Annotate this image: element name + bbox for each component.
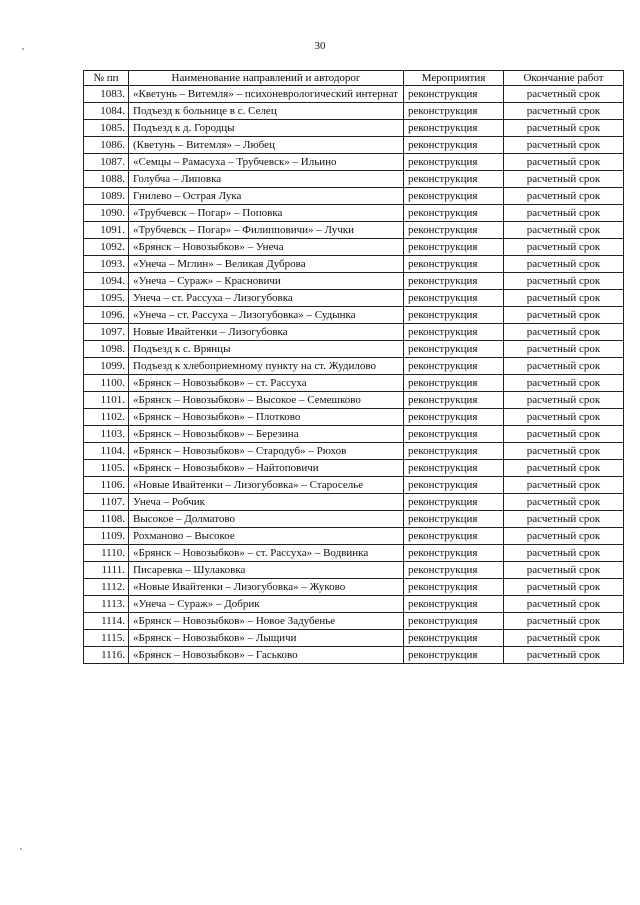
completion-term: расчетный срок — [504, 256, 624, 273]
table-row — [84, 511, 624, 528]
road-name: «Брянск – Новозыбков» – Стародуб» – Рюхов — [129, 443, 404, 460]
row-number: 1083. — [84, 86, 129, 103]
completion-term: расчетный срок — [504, 341, 624, 358]
road-action: реконструкция — [404, 409, 504, 426]
road-name: Голубча – Липовка — [129, 171, 404, 188]
completion-term: расчетный срок — [504, 494, 624, 511]
road-action: реконструкция — [404, 188, 504, 205]
completion-term: расчетный срок — [504, 86, 624, 103]
table-row — [84, 477, 624, 494]
table-row — [84, 460, 624, 477]
header-end: Окончание работ — [504, 71, 624, 86]
road-name: Высокое – Долматово — [129, 511, 404, 528]
header-name: Наименование направлений и автодорог — [129, 71, 404, 86]
road-name: «Новые Ивайтенки – Лизогубовка» – Староселье — [129, 477, 404, 494]
road-action: реконструкция — [404, 460, 504, 477]
road-action: реконструкция — [404, 647, 504, 664]
completion-term: расчетный срок — [504, 324, 624, 341]
road-name: (Кветунь – Витемля» – Любец — [129, 137, 404, 154]
road-action: реконструкция — [404, 86, 504, 103]
table-row — [84, 545, 624, 562]
row-number: 1099. — [84, 358, 129, 375]
row-number: 1109. — [84, 528, 129, 545]
road-action: реконструкция — [404, 256, 504, 273]
row-number: 1084. — [84, 103, 129, 120]
road-action: реконструкция — [404, 273, 504, 290]
road-name: «Брянск – Новозыбков» – ст. Рассуха» – Водвинка — [129, 545, 404, 562]
completion-term: расчетный срок — [504, 205, 624, 222]
table-row — [84, 358, 624, 375]
row-number: 1098. — [84, 341, 129, 358]
row-number: 1102. — [84, 409, 129, 426]
road-name: «Кветунь – Витемля» – психоневрологический интернат — [129, 86, 404, 103]
row-number: 1104. — [84, 443, 129, 460]
table-row — [84, 120, 624, 137]
road-name: «Брянск – Новозыбков» – Высокое – Семешково — [129, 392, 404, 409]
completion-term: расчетный срок — [504, 477, 624, 494]
road-name: «Брянск – Новозыбков» – Гаськово — [129, 647, 404, 664]
table-row — [84, 579, 624, 596]
road-name: Подъезд к д. Городцы — [129, 120, 404, 137]
completion-term: расчетный срок — [504, 290, 624, 307]
road-name: Подъезд к хлебоприемному пункту на ст. Жудилово — [129, 358, 404, 375]
road-action: реконструкция — [404, 154, 504, 171]
table-row — [84, 103, 624, 120]
road-name: Подъезд к больнице в с. Селец — [129, 103, 404, 120]
row-number: 1101. — [84, 392, 129, 409]
row-number: 1100. — [84, 375, 129, 392]
table-row — [84, 562, 624, 579]
row-number: 1087. — [84, 154, 129, 171]
completion-term: расчетный срок — [504, 222, 624, 239]
table-row — [84, 290, 624, 307]
table-row — [84, 630, 624, 647]
row-number: 1091. — [84, 222, 129, 239]
road-action: реконструкция — [404, 358, 504, 375]
table-row — [84, 239, 624, 256]
completion-term: расчетный срок — [504, 137, 624, 154]
table-row — [84, 307, 624, 324]
road-name: Рохманово – Высокое — [129, 528, 404, 545]
road-name: «Брянск – Новозыбков» – Найтоповичи — [129, 460, 404, 477]
row-number: 1113. — [84, 596, 129, 613]
row-number: 1093. — [84, 256, 129, 273]
row-number: 1094. — [84, 273, 129, 290]
row-number: 1096. — [84, 307, 129, 324]
completion-term: расчетный срок — [504, 562, 624, 579]
row-number: 1088. — [84, 171, 129, 188]
completion-term: расчетный срок — [504, 460, 624, 477]
road-action: реконструкция — [404, 375, 504, 392]
completion-term: расчетный срок — [504, 120, 624, 137]
row-number: 1090. — [84, 205, 129, 222]
table-row — [84, 528, 624, 545]
table-row — [84, 494, 624, 511]
road-name: «Брянск – Новозыбков» – ст. Рассуха — [129, 375, 404, 392]
road-name: «Унеча – Сураж» – Добрик — [129, 596, 404, 613]
road-action: реконструкция — [404, 562, 504, 579]
table-row — [84, 647, 624, 664]
road-name: «Унеча – ст. Рассуха – Лизогубовка» – Судынка — [129, 307, 404, 324]
header-number: № пп — [84, 71, 129, 86]
table-row — [84, 324, 624, 341]
road-action: реконструкция — [404, 341, 504, 358]
table-row — [84, 341, 624, 358]
road-name: Подъезд к с. Врянцы — [129, 341, 404, 358]
road-name: «Брянск – Новозыбков» – Унеча — [129, 239, 404, 256]
row-number: 1108. — [84, 511, 129, 528]
road-name: Унеча – Робчик — [129, 494, 404, 511]
road-action: реконструкция — [404, 613, 504, 630]
road-action: реконструкция — [404, 120, 504, 137]
table-row — [84, 409, 624, 426]
road-action: реконструкция — [404, 545, 504, 562]
table-row — [84, 137, 624, 154]
road-name: «Трубчевск – Погар» – Поповка — [129, 205, 404, 222]
road-action: реконструкция — [404, 511, 504, 528]
table-row — [84, 86, 624, 103]
road-name: «Унеча – Сураж» – Красновичи — [129, 273, 404, 290]
completion-term: расчетный срок — [504, 239, 624, 256]
road-action: реконструкция — [404, 103, 504, 120]
table-row — [84, 188, 624, 205]
road-action: реконструкция — [404, 137, 504, 154]
row-number: 1116. — [84, 647, 129, 664]
completion-term: расчетный срок — [504, 426, 624, 443]
road-name: «Брянск – Новозыбков» – Плотково — [129, 409, 404, 426]
completion-term: расчетный срок — [504, 188, 624, 205]
road-name: Гнилево – Острая Лука — [129, 188, 404, 205]
row-number: 1092. — [84, 239, 129, 256]
row-number: 1095. — [84, 290, 129, 307]
table-row — [84, 205, 624, 222]
road-action: реконструкция — [404, 579, 504, 596]
table-row — [84, 256, 624, 273]
roads-table — [83, 70, 624, 664]
road-name: Писаревка – Шулаковка — [129, 562, 404, 579]
road-name: «Брянск – Новозыбков» – Березина — [129, 426, 404, 443]
road-action: реконструкция — [404, 443, 504, 460]
road-action: реконструкция — [404, 596, 504, 613]
row-number: 1106. — [84, 477, 129, 494]
road-action: реконструкция — [404, 324, 504, 341]
road-action: реконструкция — [404, 307, 504, 324]
table-row — [84, 154, 624, 171]
row-number: 1097. — [84, 324, 129, 341]
completion-term: расчетный срок — [504, 171, 624, 188]
completion-term: расчетный срок — [504, 579, 624, 596]
row-number: 1089. — [84, 188, 129, 205]
row-number: 1107. — [84, 494, 129, 511]
road-name: Унеча – ст. Рассуха – Лизогубовка — [129, 290, 404, 307]
completion-term: расчетный срок — [504, 545, 624, 562]
table-row — [84, 426, 624, 443]
completion-term: расчетный срок — [504, 358, 624, 375]
road-action: реконструкция — [404, 426, 504, 443]
road-action: реконструкция — [404, 528, 504, 545]
row-number: 1103. — [84, 426, 129, 443]
completion-term: расчетный срок — [504, 647, 624, 664]
completion-term: расчетный срок — [504, 528, 624, 545]
row-number: 1112. — [84, 579, 129, 596]
row-number: 1115. — [84, 630, 129, 647]
road-name: «Брянск – Новозыбков» – Новое Задубенье — [129, 613, 404, 630]
table-header-row — [84, 71, 624, 86]
completion-term: расчетный срок — [504, 273, 624, 290]
row-number: 1105. — [84, 460, 129, 477]
scan-speck — [20, 848, 22, 850]
table-row — [84, 375, 624, 392]
page-number: 30 — [314, 40, 326, 52]
completion-term: расчетный срок — [504, 409, 624, 426]
road-action: реконструкция — [404, 205, 504, 222]
completion-term: расчетный срок — [504, 375, 624, 392]
row-number: 1111. — [84, 562, 129, 579]
row-number: 1085. — [84, 120, 129, 137]
row-number: 1086. — [84, 137, 129, 154]
road-action: реконструкция — [404, 477, 504, 494]
table-row — [84, 443, 624, 460]
scan-speck — [22, 48, 24, 50]
row-number: 1110. — [84, 545, 129, 562]
road-action: реконструкция — [404, 171, 504, 188]
completion-term: расчетный срок — [504, 103, 624, 120]
road-name: «Трубчевск – Погар» – Филипповичи» – Лучки — [129, 222, 404, 239]
table-row — [84, 613, 624, 630]
header-action: Мероприятия — [404, 71, 504, 86]
completion-term: расчетный срок — [504, 613, 624, 630]
table-row — [84, 392, 624, 409]
completion-term: расчетный срок — [504, 630, 624, 647]
table-row — [84, 596, 624, 613]
row-number: 1114. — [84, 613, 129, 630]
road-name: Новые Ивайтенки – Лизогубовка — [129, 324, 404, 341]
road-name: «Новые Ивайтенки – Лизогубовка» – Жуково — [129, 579, 404, 596]
road-name: «Семцы – Рамасуха – Трубчевск» – Ильино — [129, 154, 404, 171]
table-row — [84, 171, 624, 188]
completion-term: расчетный срок — [504, 307, 624, 324]
completion-term: расчетный срок — [504, 443, 624, 460]
completion-term: расчетный срок — [504, 392, 624, 409]
road-action: реконструкция — [404, 239, 504, 256]
road-action: реконструкция — [404, 222, 504, 239]
table-row — [84, 222, 624, 239]
road-action: реконструкция — [404, 290, 504, 307]
road-name: «Унеча – Мглин» – Великая Дуброва — [129, 256, 404, 273]
road-action: реконструкция — [404, 630, 504, 647]
completion-term: расчетный срок — [504, 154, 624, 171]
road-name: «Брянск – Новозыбков» – Лыщичи — [129, 630, 404, 647]
road-action: реконструкция — [404, 392, 504, 409]
table-row — [84, 273, 624, 290]
completion-term: расчетный срок — [504, 596, 624, 613]
road-action: реконструкция — [404, 494, 504, 511]
completion-term: расчетный срок — [504, 511, 624, 528]
